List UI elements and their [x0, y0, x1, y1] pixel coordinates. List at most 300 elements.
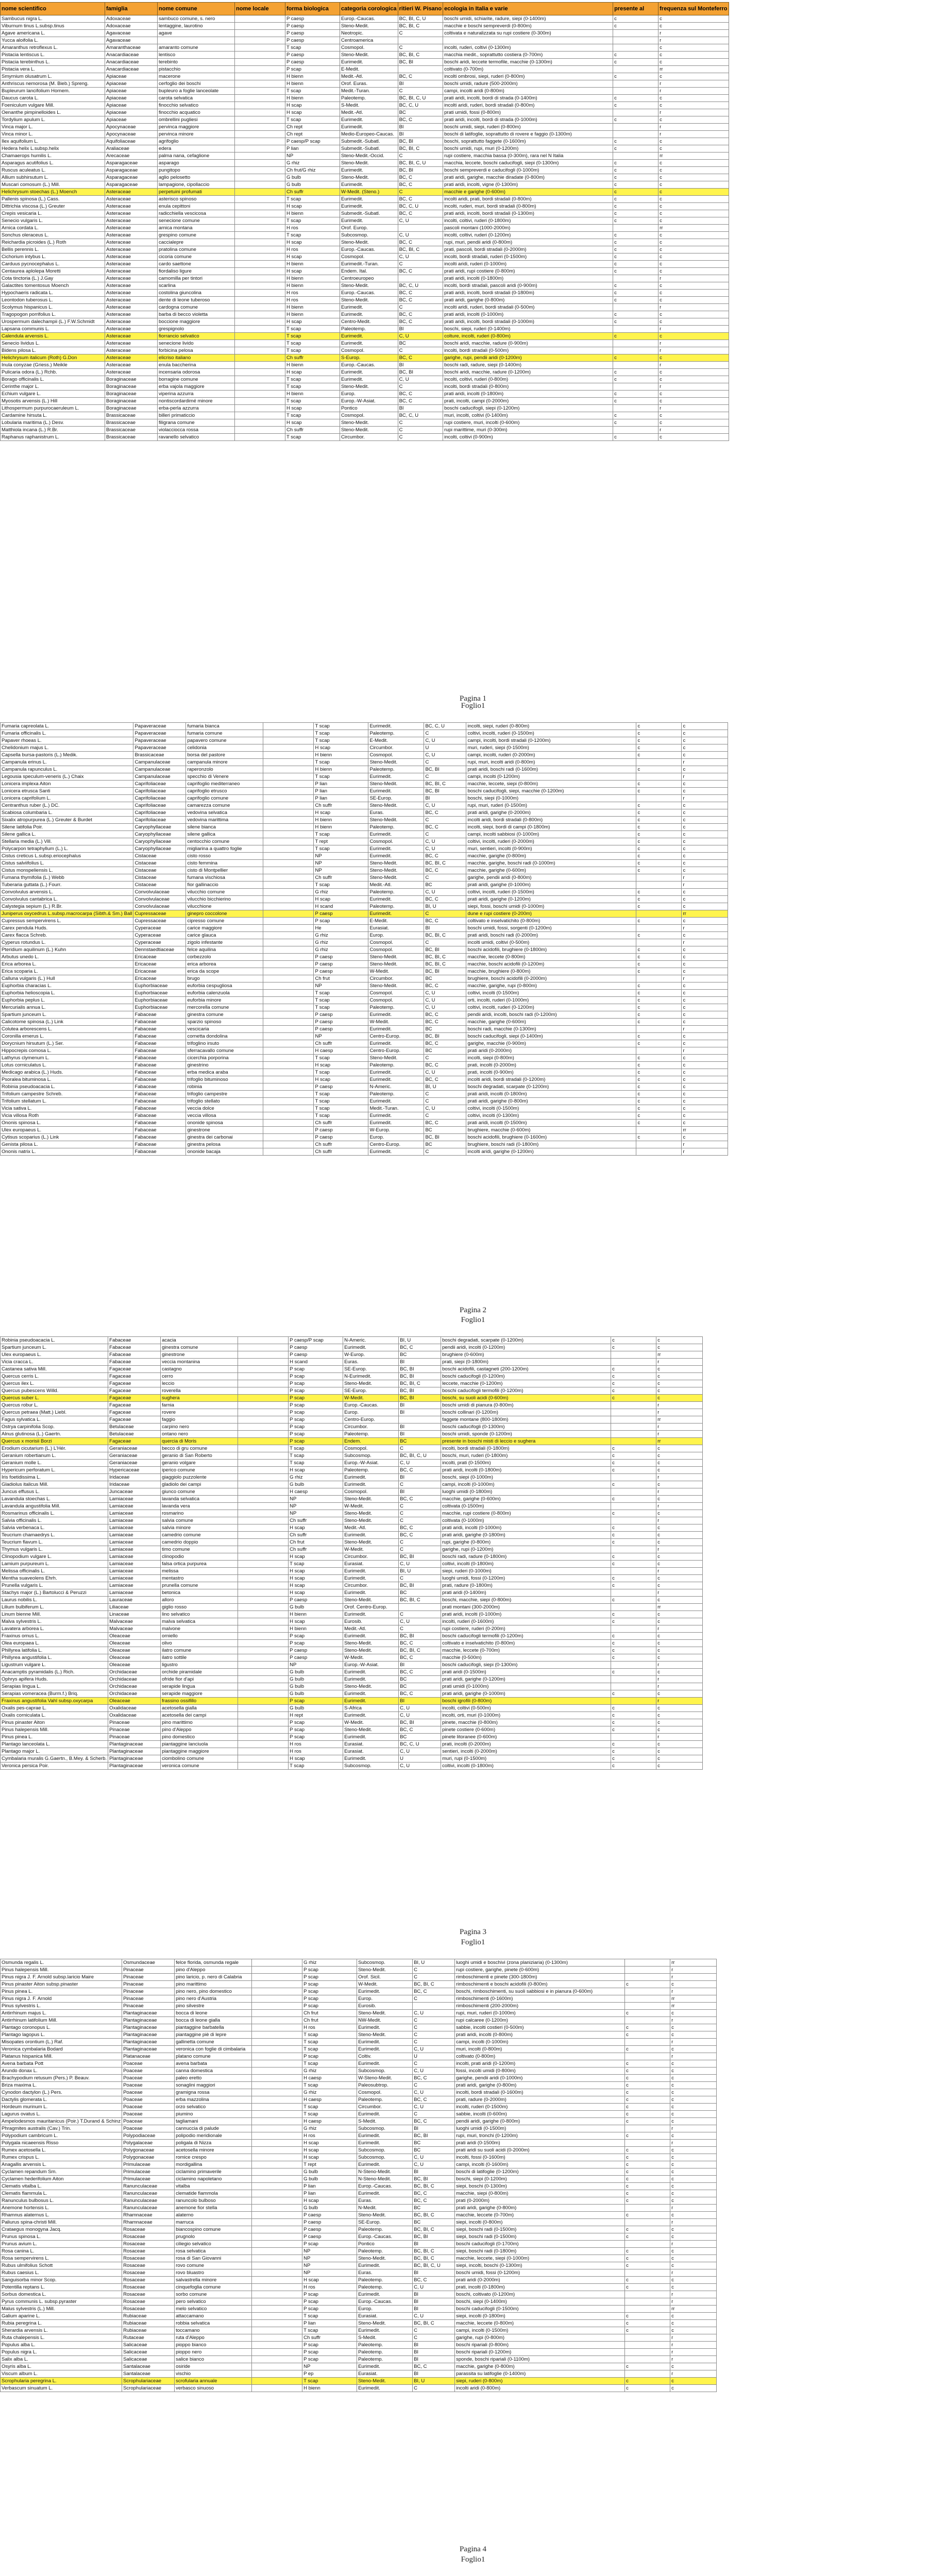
table-cell[interactable]: sabbie, incolti costieri (0-500m): [455, 2024, 625, 2031]
table-cell[interactable]: trifoglio stellato: [186, 1098, 263, 1105]
table-cell[interactable]: C: [399, 1575, 441, 1582]
table-cell[interactable]: Robinia pseudoacacia L.: [1, 1337, 108, 1344]
table-cell[interactable]: Quercus robur L.: [1, 1402, 108, 1409]
table-cell[interactable]: P caesp: [314, 968, 368, 975]
table-cell[interactable]: Rosa canina L.: [1, 2248, 122, 2255]
table-cell[interactable]: Medio-Europeo-Caucas.: [340, 131, 398, 138]
table-cell[interactable]: Lavandula angustifolia Mill.: [1, 1503, 108, 1510]
table-cell[interactable]: Linum bienne Mill.: [1, 1611, 108, 1618]
table-cell[interactable]: P caesp: [285, 59, 340, 66]
table-cell[interactable]: T scap: [289, 1445, 343, 1452]
table-cell[interactable]: r: [656, 1503, 703, 1510]
table-cell[interactable]: Asteraceae: [105, 261, 158, 268]
table-cell[interactable]: BI: [399, 1409, 441, 1416]
column-header[interactable]: categoria corologica: [340, 3, 398, 15]
table-cell[interactable]: BC: [424, 1127, 466, 1134]
table-cell[interactable]: P scap: [289, 1387, 343, 1395]
table-cell[interactable]: [235, 203, 285, 210]
table-cell[interactable]: geranio volgare: [161, 1460, 238, 1467]
table-cell[interactable]: Paleotemp.: [368, 1091, 424, 1098]
table-cell[interactable]: c: [636, 845, 682, 853]
table-cell[interactable]: [252, 2241, 302, 2248]
table-cell[interactable]: siepi, incolti, boschi (0-1300m): [455, 2262, 625, 2269]
table-cell[interactable]: boschi caducifogli (0-1700m): [455, 2241, 625, 2248]
table-cell[interactable]: [611, 1589, 656, 1597]
table-cell[interactable]: r: [670, 2349, 717, 2356]
table-cell[interactable]: [238, 1517, 289, 1524]
table-cell[interactable]: boschi ripariali (0-1200m): [455, 2349, 625, 2356]
table-cell[interactable]: Geranium robertianum L.: [1, 1452, 108, 1460]
table-cell[interactable]: Anthriscus nemorosa (M. Bieb.) Spreng.: [1, 80, 105, 88]
table-cell[interactable]: BI: [424, 795, 466, 802]
table-cell[interactable]: Ulex europaeus L.: [1, 1127, 133, 1134]
table-cell[interactable]: BC, BI, C: [413, 2212, 455, 2219]
table-cell[interactable]: pascoli montani (1000-2000m): [443, 225, 613, 232]
table-cell[interactable]: Muscari comosum (L.) Mill.: [1, 181, 105, 189]
table-cell[interactable]: Submedit.-Subatl.: [340, 145, 398, 152]
table-cell[interactable]: Cistaceae: [133, 874, 186, 882]
table-cell[interactable]: rr: [658, 225, 729, 232]
table-cell[interactable]: P lian: [314, 781, 368, 788]
table-cell[interactable]: Steno-Medit.: [343, 1683, 399, 1690]
table-cell[interactable]: Antirrhinum majus L.: [1, 2010, 122, 2017]
table-cell[interactable]: [625, 2219, 670, 2226]
table-cell[interactable]: G bulb: [302, 2168, 357, 2176]
table-cell[interactable]: erica da scope: [186, 968, 263, 975]
table-cell[interactable]: rr: [670, 2003, 717, 2010]
table-cell[interactable]: Eurimedit.: [340, 203, 398, 210]
table-cell[interactable]: c: [682, 1011, 728, 1019]
table-cell[interactable]: Silene gallica L.: [1, 831, 133, 838]
table-cell[interactable]: prati aridi, incolti (0-1000m): [441, 1524, 611, 1532]
table-cell[interactable]: Subcosmop.: [343, 1452, 399, 1460]
table-cell[interactable]: alaterno: [175, 2212, 252, 2219]
table-cell[interactable]: BC, BI: [413, 2176, 455, 2183]
table-cell[interactable]: Calicotome spinosa (L.) Link: [1, 1019, 133, 1026]
table-cell[interactable]: pendii aridi, incolti, boschi radi (0-1200m): [466, 1011, 636, 1019]
table-cell[interactable]: Verbascum sinuatum L.: [1, 2385, 122, 2392]
table-cell[interactable]: Eurimedit.: [357, 2111, 413, 2118]
table-cell[interactable]: Fabaceae: [108, 1359, 161, 1366]
table-cell[interactable]: caprifoglio etrusco: [186, 788, 263, 795]
table-cell[interactable]: [636, 773, 682, 781]
table-cell[interactable]: Steno-Medit.: [343, 1647, 399, 1654]
table-cell[interactable]: c: [611, 1344, 656, 1351]
table-cell[interactable]: c: [656, 1539, 703, 1546]
table-cell[interactable]: BC, C, U: [424, 723, 466, 730]
table-cell[interactable]: r: [670, 2269, 717, 2277]
table-cell[interactable]: [238, 1344, 289, 1351]
table-cell[interactable]: [252, 2363, 302, 2370]
table-cell[interactable]: [625, 2342, 670, 2349]
table-cell[interactable]: macchie, garighe (0-800m): [466, 853, 636, 860]
table-cell[interactable]: W-Medit.: [368, 968, 424, 975]
table-cell[interactable]: Cyperus rotundus L.: [1, 939, 133, 946]
table-cell[interactable]: c: [613, 145, 658, 152]
table-cell[interactable]: grespino comune: [158, 232, 235, 239]
table-cell[interactable]: C: [413, 2024, 455, 2031]
table-cell[interactable]: Plantaginaceae: [122, 2046, 175, 2053]
table-cell[interactable]: P lian: [285, 145, 340, 152]
table-cell[interactable]: P scap: [289, 1409, 343, 1416]
table-cell[interactable]: Pinus pinea L.: [1, 1734, 108, 1741]
table-cell[interactable]: Lavandula stoechas L.: [1, 1496, 108, 1503]
table-cell[interactable]: c: [636, 903, 682, 910]
table-cell[interactable]: c: [636, 1076, 682, 1083]
table-cell[interactable]: BC: [424, 975, 466, 982]
table-cell[interactable]: r: [656, 1734, 703, 1741]
table-cell[interactable]: Vicia villosa Roth: [1, 1112, 133, 1120]
table-cell[interactable]: Araliaceae: [105, 145, 158, 152]
table-cell[interactable]: P caesp: [314, 1127, 368, 1134]
table-cell[interactable]: Subcosmop.: [340, 232, 398, 239]
table-cell[interactable]: Geraniaceae: [108, 1460, 161, 1467]
table-cell[interactable]: BC, BI, C: [398, 23, 443, 30]
table-cell[interactable]: pinete costiere (0-600m): [441, 1726, 611, 1734]
table-cell[interactable]: BC, C: [424, 1120, 466, 1127]
table-cell[interactable]: Asteraceae: [105, 282, 158, 290]
table-cell[interactable]: W-Medit.: [368, 1019, 424, 1026]
table-cell[interactable]: Fraxinus ornus L.: [1, 1633, 108, 1640]
table-cell[interactable]: [252, 1974, 302, 1981]
table-cell[interactable]: P caesp: [285, 30, 340, 37]
table-cell[interactable]: Erica arborea L.: [1, 961, 133, 968]
table-cell[interactable]: Lathyrus clymenum L.: [1, 1055, 133, 1062]
table-cell[interactable]: [263, 817, 314, 824]
table-cell[interactable]: [263, 1120, 314, 1127]
table-cell[interactable]: r: [682, 1047, 728, 1055]
table-cell[interactable]: c: [658, 52, 729, 59]
table-cell[interactable]: Eurasiat.: [357, 2370, 413, 2378]
table-cell[interactable]: Medicago arabica (L.) Huds.: [1, 1069, 133, 1076]
table-cell[interactable]: BC, BI: [399, 1373, 441, 1380]
table-cell[interactable]: BC, C: [398, 73, 443, 80]
table-cell[interactable]: [252, 2219, 302, 2226]
table-cell[interactable]: piantaggine lanciuola: [161, 1741, 238, 1748]
table-cell[interactable]: Fabaceae: [133, 1148, 186, 1156]
table-cell[interactable]: c: [613, 217, 658, 225]
column-header[interactable]: famiglia: [105, 3, 158, 15]
table-cell[interactable]: c: [611, 1532, 656, 1539]
table-cell[interactable]: Eurimedit.: [340, 124, 398, 131]
table-cell[interactable]: [238, 1359, 289, 1366]
table-cell[interactable]: Fagaceae: [108, 1416, 161, 1423]
table-cell[interactable]: fumaria comune: [186, 730, 263, 737]
table-cell[interactable]: Lonicera implexa Aiton: [1, 781, 133, 788]
table-cell[interactable]: veccia montanina: [161, 1359, 238, 1366]
table-cell[interactable]: Sorbus domestica L.: [1, 2291, 122, 2298]
table-cell[interactable]: c: [656, 1452, 703, 1460]
table-cell[interactable]: c: [682, 889, 728, 896]
table-cell[interactable]: Steno-Medit.: [368, 802, 424, 809]
table-cell[interactable]: c: [636, 1019, 682, 1026]
table-cell[interactable]: Juncaceae: [108, 1488, 161, 1496]
table-cell[interactable]: rimboschimenti (200-2000m): [455, 2003, 625, 2010]
table-cell[interactable]: Eurimedit.: [343, 1698, 399, 1705]
table-cell[interactable]: r: [658, 124, 729, 131]
table-cell[interactable]: pino nero d'Austria: [175, 1995, 252, 2003]
table-cell[interactable]: agrifoglio: [158, 138, 235, 145]
table-cell[interactable]: c: [670, 2248, 717, 2255]
table-cell[interactable]: prati aridi, garighe (0-800m): [443, 297, 613, 304]
table-cell[interactable]: Crataegus monogyna Jacq.: [1, 2226, 122, 2233]
table-cell[interactable]: boschi radi, macchie (0-1300m): [466, 1026, 636, 1033]
table-cell[interactable]: Ch frut: [302, 2010, 357, 2017]
table-cell[interactable]: BC, BI: [424, 946, 466, 954]
table-cell[interactable]: [263, 1062, 314, 1069]
table-cell[interactable]: garighe, macchie (0-900m): [466, 1040, 636, 1047]
table-cell[interactable]: H scap: [285, 203, 340, 210]
table-cell[interactable]: c: [625, 2197, 670, 2205]
table-cell[interactable]: prati aridi, garighe (0-1800m): [441, 1532, 611, 1539]
table-cell[interactable]: BI: [399, 1359, 441, 1366]
table-cell[interactable]: BC, C: [424, 809, 466, 817]
table-cell[interactable]: Eurimedit.: [368, 1098, 424, 1105]
table-cell[interactable]: Polygonaceae: [122, 2147, 175, 2154]
table-cell[interactable]: cicoria comune: [158, 253, 235, 261]
table-cell[interactable]: [235, 282, 285, 290]
table-cell[interactable]: c: [636, 1062, 682, 1069]
table-cell[interactable]: r: [658, 88, 729, 95]
table-cell[interactable]: coltivato (0-700m): [443, 66, 613, 73]
table-cell[interactable]: c: [625, 2233, 670, 2241]
table-cell[interactable]: c: [658, 419, 729, 427]
table-cell[interactable]: Cardamine hirsuta L.: [1, 412, 105, 419]
table-cell[interactable]: c: [611, 1380, 656, 1387]
table-cell[interactable]: osiride: [175, 2363, 252, 2370]
table-cell[interactable]: [235, 326, 285, 333]
table-cell[interactable]: c: [636, 809, 682, 817]
column-header[interactable]: forma biologica: [285, 3, 340, 15]
table-cell[interactable]: r: [658, 37, 729, 44]
table-cell[interactable]: billeri primaticcio: [158, 412, 235, 419]
table-cell[interactable]: Eurimedit.: [357, 2161, 413, 2168]
table-cell[interactable]: euforbia calenzuola: [186, 990, 263, 997]
table-cell[interactable]: cicerchia porporina: [186, 1055, 263, 1062]
table-cell[interactable]: Campanula rapunculus L.: [1, 766, 133, 773]
table-cell[interactable]: rr: [670, 2306, 717, 2313]
table-cell[interactable]: NP: [314, 982, 368, 990]
table-cell[interactable]: [252, 2104, 302, 2111]
table-cell[interactable]: c: [611, 1640, 656, 1647]
table-cell[interactable]: Orchidaceae: [108, 1676, 161, 1683]
table-cell[interactable]: C: [413, 1967, 455, 1974]
table-cell[interactable]: T scap: [302, 2046, 357, 2053]
table-cell[interactable]: [263, 925, 314, 932]
table-cell[interactable]: P scap: [289, 1719, 343, 1726]
table-cell[interactable]: r: [670, 2039, 717, 2046]
table-cell[interactable]: H scand: [314, 903, 368, 910]
table-cell[interactable]: P lian: [314, 795, 368, 802]
table-cell[interactable]: c: [636, 802, 682, 809]
table-cell[interactable]: c: [613, 261, 658, 268]
table-cell[interactable]: rupi costiere, garighe, pinete (0-600m): [455, 1967, 625, 1974]
table-cell[interactable]: BI: [398, 131, 443, 138]
table-cell[interactable]: Caryophyllaceae: [133, 824, 186, 831]
table-cell[interactable]: c: [636, 723, 682, 730]
table-cell[interactable]: dune e rupi costiere (0-200m): [466, 910, 636, 918]
table-cell[interactable]: C, U: [413, 2010, 455, 2017]
table-cell[interactable]: Apiaceae: [105, 109, 158, 116]
table-cell[interactable]: [625, 2370, 670, 2378]
table-cell[interactable]: Agavaceae: [105, 30, 158, 37]
table-cell[interactable]: Adoxaceae: [105, 15, 158, 23]
table-cell[interactable]: Cistaceae: [133, 867, 186, 874]
table-cell[interactable]: Sherardia arvensis L.: [1, 2327, 122, 2334]
table-cell[interactable]: BC, C: [399, 1654, 441, 1662]
table-cell[interactable]: rr: [682, 910, 728, 918]
table-cell[interactable]: [235, 210, 285, 217]
table-cell[interactable]: NP: [302, 2255, 357, 2262]
table-cell[interactable]: r: [658, 30, 729, 37]
table-cell[interactable]: boschi, soprattutto faggete (0-1600m): [443, 138, 613, 145]
table-cell[interactable]: [613, 109, 658, 116]
table-cell[interactable]: [252, 2190, 302, 2197]
table-cell[interactable]: Papaveraceae: [133, 723, 186, 730]
table-cell[interactable]: P scap: [302, 1981, 357, 1988]
table-cell[interactable]: Eurimedit.: [340, 304, 398, 311]
table-cell[interactable]: cerfoglio dei boschi: [158, 80, 235, 88]
table-cell[interactable]: [636, 910, 682, 918]
table-cell[interactable]: Fabaceae: [133, 1083, 186, 1091]
table-cell[interactable]: C: [413, 2334, 455, 2342]
table-cell[interactable]: [235, 253, 285, 261]
table-cell[interactable]: sabbie, incolti (0-600m): [455, 2111, 625, 2118]
table-cell[interactable]: N-Steno-Medit.: [357, 2168, 413, 2176]
table-cell[interactable]: r: [656, 1517, 703, 1524]
table-cell[interactable]: rupi, muri, incolti aridi (0-800m): [466, 759, 636, 766]
table-cell[interactable]: Galium aparine L.: [1, 2313, 122, 2320]
table-cell[interactable]: Euphorbiaceae: [133, 997, 186, 1004]
table-cell[interactable]: c: [613, 282, 658, 290]
table-cell[interactable]: c: [625, 2176, 670, 2183]
table-cell[interactable]: Fabaceae: [108, 1344, 161, 1351]
table-cell[interactable]: c: [682, 961, 728, 968]
table-cell[interactable]: rr: [656, 1351, 703, 1359]
table-cell[interactable]: Cupressaceae: [133, 910, 186, 918]
table-cell[interactable]: [252, 2277, 302, 2284]
table-cell[interactable]: Euphorbia helioscopia L.: [1, 990, 133, 997]
table-cell[interactable]: lampagione, cipollaccio: [158, 181, 235, 189]
table-cell[interactable]: Veronica persica Poir.: [1, 1762, 108, 1770]
table-cell[interactable]: trifoglino irsuto: [186, 1040, 263, 1047]
table-cell[interactable]: c: [670, 2183, 717, 2190]
table-cell[interactable]: gallinetta comune: [175, 2039, 252, 2046]
table-cell[interactable]: trifoglio bituminoso: [186, 1076, 263, 1083]
table-cell[interactable]: Betulaceae: [108, 1431, 161, 1438]
table-cell[interactable]: [238, 1445, 289, 1452]
table-cell[interactable]: muri, rupi (0-1500m): [441, 1755, 611, 1762]
table-cell[interactable]: BI: [399, 1402, 441, 1409]
table-cell[interactable]: Paleotemp.: [368, 1062, 424, 1069]
table-cell[interactable]: [238, 1690, 289, 1698]
table-cell[interactable]: c: [625, 2327, 670, 2334]
table-cell[interactable]: NP: [285, 152, 340, 160]
table-cell[interactable]: c: [656, 1510, 703, 1517]
table-cell[interactable]: Eurimedit.: [343, 1575, 399, 1582]
table-cell[interactable]: NP: [289, 1662, 343, 1669]
table-cell[interactable]: [238, 1467, 289, 1474]
table-cell[interactable]: Plantaginaceae: [122, 2017, 175, 2024]
table-cell[interactable]: [252, 1988, 302, 1995]
table-cell[interactable]: [235, 275, 285, 282]
table-cell[interactable]: incolti, coltivi, ruderi (0-800m): [443, 376, 613, 383]
table-cell[interactable]: Lamiaceae: [108, 1568, 161, 1575]
table-cell[interactable]: c: [613, 189, 658, 196]
table-cell[interactable]: prati aridi, garighe, macchie diradate (0-800m): [443, 174, 613, 181]
table-cell[interactable]: BC, BI, C: [413, 2255, 455, 2262]
table-cell[interactable]: rr: [658, 152, 729, 160]
table-cell[interactable]: P caesp/P scap: [289, 1337, 343, 1344]
table-cell[interactable]: Europ.-Caucas.: [357, 2298, 413, 2306]
table-cell[interactable]: acetosella gialla: [161, 1705, 238, 1712]
table-cell[interactable]: [613, 427, 658, 434]
table-cell[interactable]: rovere: [161, 1409, 238, 1416]
table-cell[interactable]: Salicaceae: [122, 2349, 175, 2356]
table-cell[interactable]: Euphorbiaceae: [133, 982, 186, 990]
table-cell[interactable]: NP: [314, 1033, 368, 1040]
table-cell[interactable]: C, U: [399, 1460, 441, 1467]
table-cell[interactable]: P scap: [289, 1438, 343, 1445]
table-cell[interactable]: [235, 225, 285, 232]
table-cell[interactable]: Ranunculus bulbosus L.: [1, 2197, 122, 2205]
table-cell[interactable]: c: [636, 737, 682, 744]
table-cell[interactable]: r: [656, 1474, 703, 1481]
table-cell[interactable]: [238, 1423, 289, 1431]
table-cell[interactable]: Asteraceae: [105, 333, 158, 340]
table-cell[interactable]: c: [658, 333, 729, 340]
table-cell[interactable]: Europ.: [368, 932, 424, 939]
table-cell[interactable]: Asparagaceae: [105, 160, 158, 167]
table-cell[interactable]: BC, BI: [424, 766, 466, 773]
table-cell[interactable]: [611, 1416, 656, 1423]
table-cell[interactable]: c: [670, 2010, 717, 2017]
table-cell[interactable]: BC, C: [399, 1669, 441, 1676]
table-cell[interactable]: c: [682, 1091, 728, 1098]
table-cell[interactable]: macchia, leccete, boschi caducifogli, siepi (0-1300m): [443, 160, 613, 167]
table-cell[interactable]: incolti aridi, prati, bordi stradali (0-800m): [443, 196, 613, 203]
table-cell[interactable]: BC, C, U: [399, 1741, 441, 1748]
table-cell[interactable]: BC, C: [424, 867, 466, 874]
table-cell[interactable]: [263, 946, 314, 954]
table-cell[interactable]: c: [670, 2197, 717, 2205]
table-cell[interactable]: c: [611, 1726, 656, 1734]
table-cell[interactable]: P scap: [289, 1395, 343, 1402]
table-cell[interactable]: coltivato e inselvatichito (0-800m): [441, 1640, 611, 1647]
table-cell[interactable]: Cyperaceae: [133, 939, 186, 946]
table-cell[interactable]: C: [398, 427, 443, 434]
table-cell[interactable]: BC, BI: [399, 1366, 441, 1373]
table-cell[interactable]: Europ.-W-Asiat.: [343, 1460, 399, 1467]
table-cell[interactable]: prati aridi, incolti (0-1800m): [443, 391, 613, 398]
table-cell[interactable]: BI: [413, 2241, 455, 2248]
table-cell[interactable]: H scap: [289, 1568, 343, 1575]
table-cell[interactable]: T scap: [289, 1460, 343, 1467]
table-cell[interactable]: P scap: [302, 2053, 357, 2060]
table-cell[interactable]: [238, 1431, 289, 1438]
table-cell[interactable]: Plantago coronopus L.: [1, 2024, 122, 2031]
table-cell[interactable]: melissa: [161, 1568, 238, 1575]
table-cell[interactable]: [625, 2298, 670, 2306]
table-cell[interactable]: Capsella bursa-pastoris (L.) Medik.: [1, 752, 133, 759]
table-cell[interactable]: [252, 2125, 302, 2132]
table-cell[interactable]: Centro-Europ.: [343, 1416, 399, 1423]
table-cell[interactable]: Caprifoliaceae: [133, 809, 186, 817]
table-cell[interactable]: Apiaceae: [105, 116, 158, 124]
table-cell[interactable]: Cerinthe major L.: [1, 383, 105, 391]
table-cell[interactable]: r: [682, 882, 728, 889]
table-cell[interactable]: Cosmopol.: [340, 253, 398, 261]
